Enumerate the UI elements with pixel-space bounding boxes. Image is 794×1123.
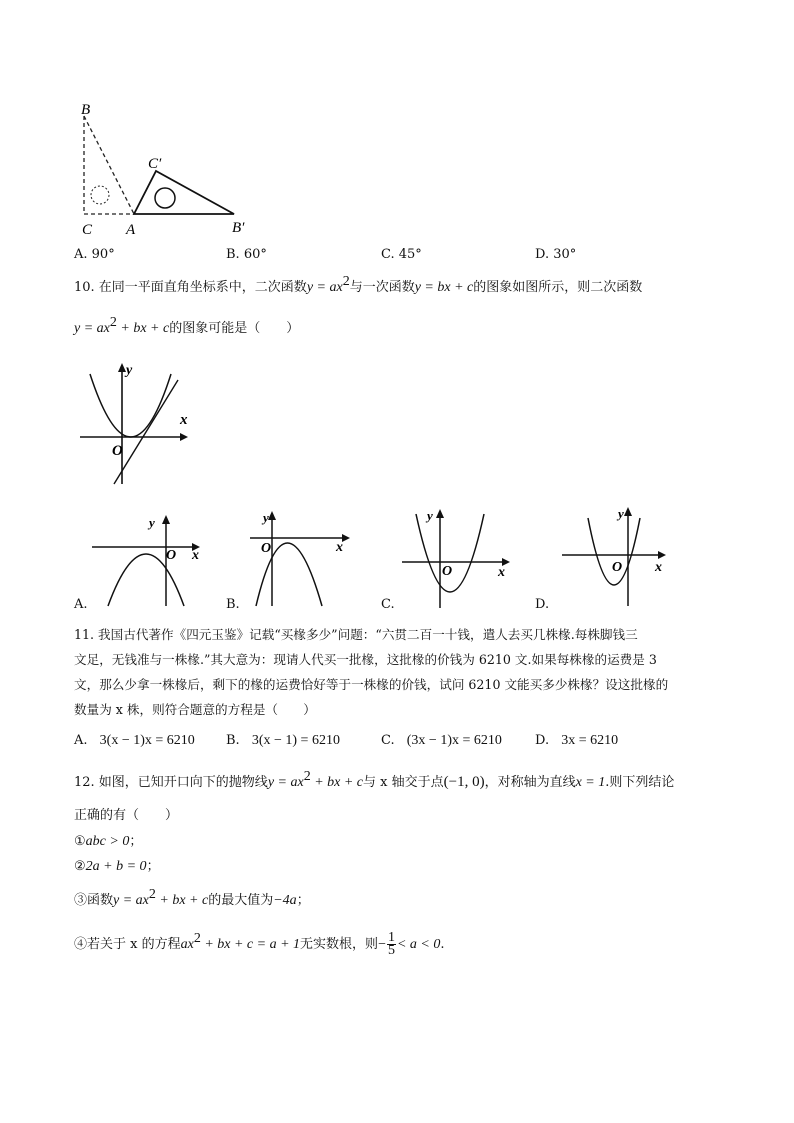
label-b: B bbox=[81, 102, 91, 118]
label-a: A bbox=[126, 222, 136, 238]
q9-option-a[interactable]: A. 90° bbox=[74, 247, 115, 262]
q9-option-c[interactable]: C. 45° bbox=[381, 247, 422, 262]
q10-option-a-graph[interactable] bbox=[88, 512, 208, 608]
d-origin: O bbox=[612, 560, 623, 575]
q10-main-graph bbox=[76, 360, 192, 488]
q12-stem-line2: 正确的有（ ） bbox=[74, 808, 179, 823]
c-origin: O bbox=[442, 564, 453, 579]
q12-statement-3: ③函数$y = ax^2$ + bx + c的最大值为−4a； bbox=[74, 887, 310, 908]
q11-option-b[interactable]: B. 3(x − 1) = 6210 bbox=[226, 733, 340, 748]
label-b-prime: B′ bbox=[232, 220, 245, 236]
a-origin: O bbox=[166, 548, 177, 563]
q11-option-a[interactable]: A. 3(x − 1)x = 6210 bbox=[74, 733, 195, 748]
q10-stem-line1: 10. 在同一平面直角坐标系中，二次函数$y = ax^2$与一次函数y = bx + c的图象如图所示，则二次函数 bbox=[74, 274, 643, 295]
b-axis-y: y bbox=[263, 510, 269, 525]
b-origin: O bbox=[261, 541, 272, 556]
b-axis-x: x bbox=[336, 540, 343, 555]
q12-stem-line1: 12. 如图，已知开口向下的抛物线$y = ax^2$ + bx + c与 x 轴交于点(−1, 0)，对称轴为直线x = 1.则下列结论 bbox=[74, 769, 675, 790]
d-axis-y: y bbox=[618, 506, 624, 521]
main-origin: O bbox=[112, 443, 123, 459]
a-axis-y: y bbox=[149, 515, 155, 530]
q11-option-d[interactable]: D. 3x = 6210 bbox=[535, 733, 619, 748]
q10-option-c-graph[interactable] bbox=[398, 506, 518, 610]
main-axis-x: x bbox=[180, 412, 188, 428]
q10-stem-line2: $y = ax^2$ + bx + c的图象可能是（ ） bbox=[74, 315, 300, 336]
q11-stem-line3: 文，那么少拿一株椽后，剩下的椽的运费恰好等于一株椽的价钱，试问 6210 文能买多少株椽？设这批椽的 bbox=[74, 677, 669, 692]
q9-triangle-figure bbox=[74, 98, 264, 240]
q10-option-a-label[interactable]: A. bbox=[74, 597, 88, 612]
q11-stem-line1: 11. 我国古代著作《四元玉鉴》记载“买椽多少”问题：“六贯二百一十钱，遣人去买几株椽.每株脚钱三 bbox=[74, 627, 638, 642]
q12-statement-2: ②2a + b = 0； bbox=[74, 859, 160, 874]
fraction-one-fifth: $\frac{1}{5}$ bbox=[387, 930, 395, 958]
q11-stem-line4: 数量为 x 株，则符合题意的方程是（ ） bbox=[74, 702, 316, 717]
label-c: C bbox=[82, 222, 93, 238]
q9-option-b[interactable]: B. 60° bbox=[226, 247, 267, 262]
q10-option-d-graph[interactable] bbox=[558, 504, 672, 608]
q11-option-c[interactable]: C. (3x − 1)x = 6210 bbox=[381, 733, 502, 748]
label-c-prime: C′ bbox=[148, 156, 162, 172]
c-axis-x: x bbox=[498, 565, 505, 580]
q9-option-d[interactable]: D. 30° bbox=[535, 247, 577, 262]
main-axis-y: y bbox=[126, 363, 133, 378]
q10-option-c-label[interactable]: C. bbox=[381, 597, 395, 612]
a-axis-x: x bbox=[192, 548, 199, 563]
d-axis-x: x bbox=[655, 560, 662, 575]
q11-stem-line2: 文足，无钱准与一株椽.”其大意为：现请人代买一批椽，这批椽的价钱为 6210 文.如果每株椽的运费是 3 bbox=[74, 652, 657, 667]
q10-option-b-label[interactable]: B. bbox=[226, 597, 240, 612]
q10-option-d-label[interactable]: D. bbox=[535, 597, 550, 612]
q12-statement-4: ④若关于 x 的方程$ax^2$ + bx + c = a + 1无实数根，则− $\frac{1}{5}$ < a < 0. bbox=[74, 930, 445, 958]
q10-option-b-graph[interactable] bbox=[246, 508, 356, 608]
q12-statement-1: ①abc > 0； bbox=[74, 834, 143, 849]
c-axis-y: y bbox=[427, 508, 433, 523]
